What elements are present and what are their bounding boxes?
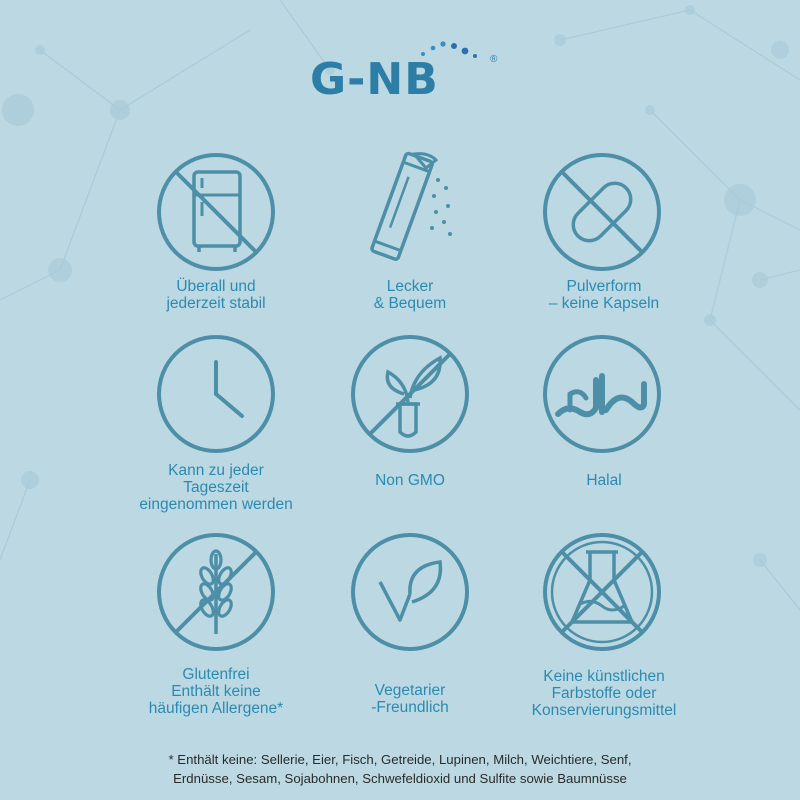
registered-mark: ® bbox=[490, 54, 498, 65]
feature-label: Überall und jederzeit stabil bbox=[166, 278, 266, 312]
halal-icon bbox=[540, 332, 664, 456]
feature-label: Glutenfrei Enthält keine häufigen Allergene* bbox=[148, 666, 284, 717]
feature-label: Halal bbox=[586, 472, 622, 489]
capsule-crossed-icon bbox=[540, 150, 664, 274]
feature-label: Lecker & Bequem bbox=[373, 278, 447, 312]
flask-crossed-icon bbox=[540, 530, 664, 654]
feature-label: Vegetarier -Freundlich bbox=[371, 682, 449, 716]
feature-label: Keine künstlichen Farbstoffe oder Konservierungsmittel bbox=[531, 668, 677, 719]
allergen-footnote: * Enthält keine: Sellerie, Eier, Fisch, Getreide, Lupinen, Milch, Weichtiere, Senf, Erdnüsse, Sesam, Sojabohnen, Schwefeldioxid und Sulfite sowie Baumnüsse bbox=[168, 752, 632, 786]
fridge-crossed-icon bbox=[154, 150, 278, 274]
leaf-icon bbox=[348, 530, 472, 654]
feature-label: Pulverform – keine Kapseln bbox=[548, 278, 660, 312]
gmo-plant-crossed-icon bbox=[348, 332, 472, 456]
clock-icon bbox=[154, 332, 278, 456]
wheat-crossed-icon bbox=[154, 530, 278, 654]
stick-pack-icon bbox=[348, 150, 472, 274]
brand-logo bbox=[300, 34, 510, 114]
feature-label: Non GMO bbox=[375, 472, 445, 489]
logo-text: G-NB bbox=[310, 54, 439, 105]
feature-label: Kann zu jeder Tageszeit eingenommen werden bbox=[139, 462, 293, 513]
